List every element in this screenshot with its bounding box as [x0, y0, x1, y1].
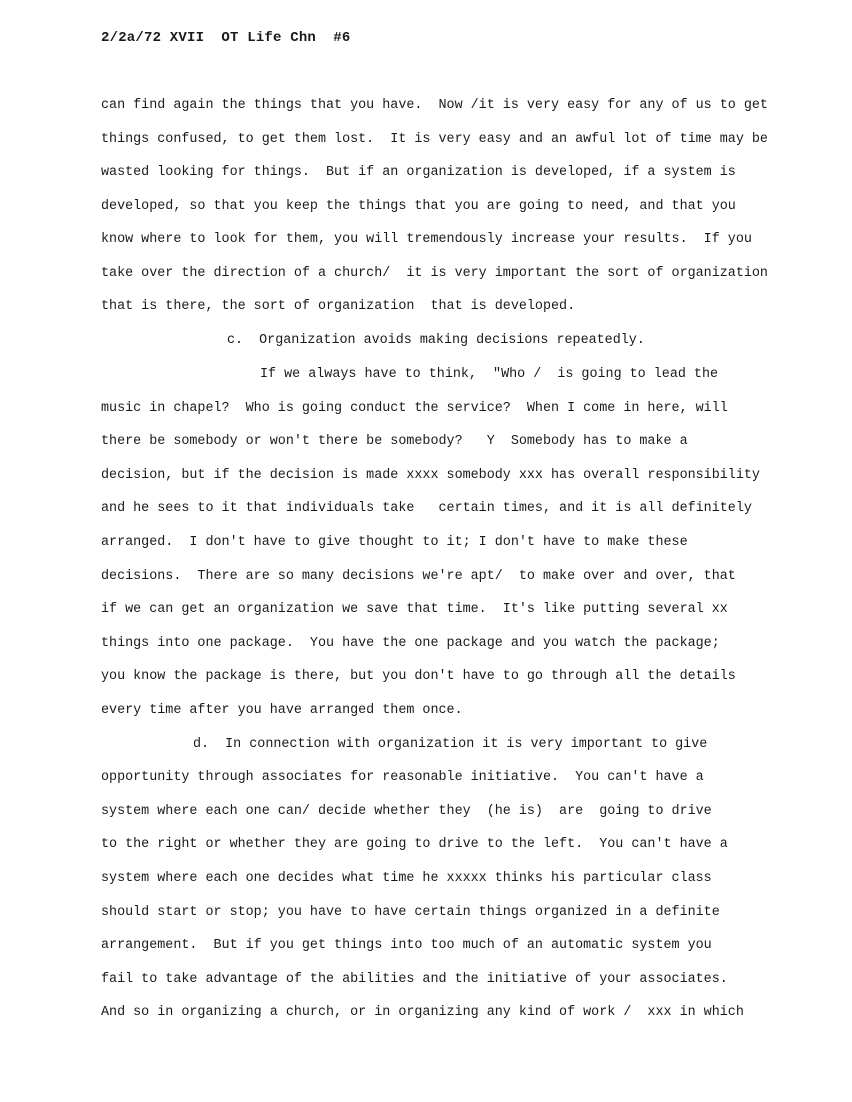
text-line: there be somebody or won't there be somebody? Y Somebody has to make a [101, 434, 688, 449]
text-line: decision, but if the decision is made xxxx somebody xxx has overall responsibility [101, 468, 760, 483]
text-line: fail to take advantage of the abilities and the initiative of your associates. [101, 972, 728, 987]
text-line: arrangement. But if you get things into too much of an automatic system you [101, 938, 712, 953]
text-line: if we can get an organization we save that time. It's like putting several xx [101, 602, 728, 617]
text-line: system where each one decides what time he xxxxx thinks his particular class [101, 871, 712, 886]
text-line: take over the direction of a church/ it is very important the sort of organization [101, 266, 768, 281]
page-header: 2/2a/72 XVII OT Life Chn #6 [101, 30, 351, 46]
text-line: to the right or whether they are going to drive to the left. You can't have a [101, 837, 728, 852]
text-line: arranged. I don't have to give thought to it; I don't have to make these [101, 535, 688, 550]
text-line: If we always have to think, "Who / is going to lead the [260, 367, 719, 382]
text-line: And so in organizing a church, or in organizing any kind of work / xxx in which [101, 1005, 744, 1020]
text-line: you know the package is there, but you don't have to go through all the details [101, 669, 736, 684]
section-heading-c: c. Organization avoids making decisions repeatedly. [227, 333, 645, 348]
text-line: should start or stop; you have to have certain things organized in a definite [101, 905, 720, 920]
text-line: things into one package. You have the one package and you watch the package; [101, 636, 720, 651]
text-line: things confused, to get them lost. It is very easy and an awful lot of time may be [101, 132, 768, 147]
text-line: developed, so that you keep the things that you are going to need, and that you [101, 199, 736, 214]
text-line: decisions. There are so many decisions we're apt/ to make over and over, that [101, 569, 736, 584]
text-line: every time after you have arranged them once. [101, 703, 463, 718]
text-line: opportunity through associates for reasonable initiative. You can't have a [101, 770, 704, 785]
section-heading-d: d. In connection with organization it is very important to give [193, 737, 708, 752]
text-line: wasted looking for things. But if an organization is developed, if a system is [101, 165, 736, 180]
text-line: system where each one can/ decide whether they (he is) are going to drive [101, 804, 712, 819]
text-line: can find again the things that you have. Now /it is very easy for any of us to get [101, 98, 768, 113]
text-line: know where to look for them, you will tremendously increase your results. If you [101, 232, 752, 247]
text-line: that is there, the sort of organization that is developed. [101, 299, 576, 314]
text-line: and he sees to it that individuals take certain times, and it is all definitely [101, 501, 752, 516]
text-line: music in chapel? Who is going conduct the service? When I come in here, will [101, 401, 728, 416]
